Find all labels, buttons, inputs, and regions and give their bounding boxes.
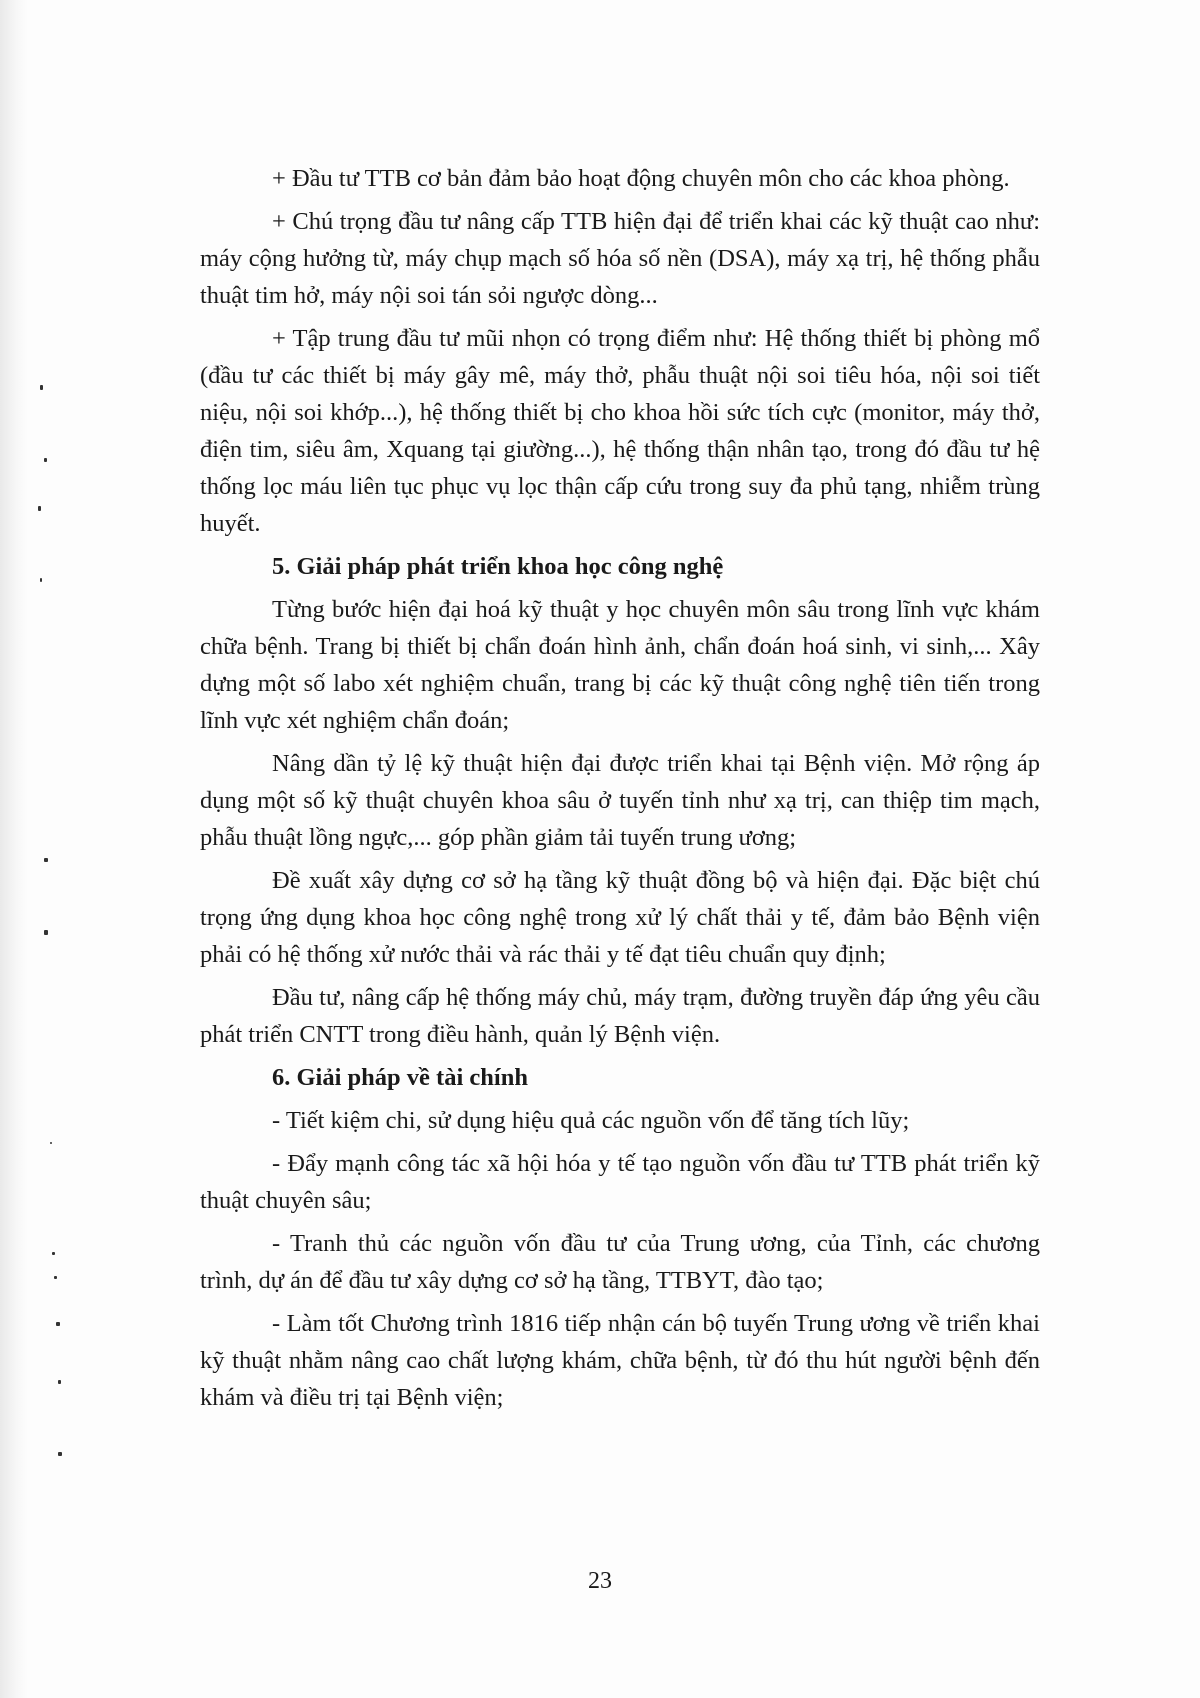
section-6-paragraph: - Làm tốt Chương trình 1816 tiếp nhận cán bộ tuyến Trung ương về triển khai kỹ thuật nhằm nâng cao chất lượng khám, chữa bệnh, từ đó thu hút người bệnh đến khám và điều trị tại Bệnh viện;: [200, 1310, 1040, 1411]
section-6-paragraph: - Tiết kiệm chi, sử dụng hiệu quả các nguồn vốn để tăng tích lũy;: [272, 1107, 910, 1134]
section-5-paragraph: Nâng dần tỷ lệ kỹ thuật hiện đại được triển khai tại Bệnh viện. Mở rộng áp dụng một số kỹ thuật chuyên khoa sâu ở tuyến tỉnh như xạ trị, can thiệp tim mạch, phẫu thuật lồng ngực,... góp phần giảm tải tuyến trung ương;: [200, 750, 1040, 851]
scan-speck: [44, 458, 47, 462]
section-5-heading: 5. Giải pháp phát triển khoa học công nghệ: [272, 553, 724, 580]
scan-speck: [54, 1276, 57, 1279]
section-5-paragraph: Đầu tư, nâng cấp hệ thống máy chủ, máy trạm, đường truyền đáp ứng yêu cầu phát triển CNTT trong điều hành, quản lý Bệnh viện.: [200, 984, 1040, 1048]
scan-speck: [44, 930, 48, 935]
section-6-paragraph: - Đẩy mạnh công tác xã hội hóa y tế tạo nguồn vốn đầu tư TTB phát triển kỹ thuật chuyên sâu;: [200, 1150, 1040, 1214]
scan-speck: [58, 1380, 61, 1384]
scan-speck: [40, 578, 42, 582]
scan-speck: [38, 506, 41, 511]
scan-speck: [50, 1142, 52, 1144]
paragraph-focused-investment: + Tập trung đầu tư mũi nhọn có trọng điểm như: Hệ thống thiết bị phòng mổ (đầu tư các thiết bị máy gây mê, máy thở, phẫu thuật nội soi tiêu hóa, nội soi tiết niệu, nội soi khớp...), hệ thống thiết bị cho khoa hồi sức tích cực (monitor, máy thở, điện tim, siêu âm, Xquang tại giường...), hệ thống thận nhân tạo, trong đó đầu tư hệ thống lọc máu liên tục phục vụ lọc thận cấp cứu trong suy đa phủ tạng, nhiễm trùng huyết.: [200, 325, 1040, 537]
scan-edge-shadow: [0, 0, 28, 1698]
section-5-paragraph: Đề xuất xây dựng cơ sở hạ tầng kỹ thuật đồng bộ và hiện đại. Đặc biệt chú trọng ứng dụng khoa học công nghệ trong xử lý chất thải y tế, đảm bảo Bệnh viện phải có hệ thống xử nước thải và rác thải y tế đạt tiêu chuẩn quy định;: [200, 867, 1040, 968]
paragraph-modern-equipment: + Chú trọng đầu tư nâng cấp TTB hiện đại để triển khai các kỹ thuật cao như: máy cộng hưởng từ, máy chụp mạch số hóa số nền (DSA), máy xạ trị, hệ thống phẫu thuật tim hở, máy nội soi tán sỏi ngược dòng...: [200, 208, 1040, 309]
section-6-paragraph: - Tranh thủ các nguồn vốn đầu tư của Trung ương, của Tỉnh, các chương trình, dự án để đầu tư xây dựng cơ sở hạ tầng, TTBYT, đào tạo;: [200, 1230, 1040, 1294]
scan-speck: [56, 1322, 60, 1326]
document-body: [200, 160, 1040, 1422]
scan-speck: [58, 1452, 62, 1456]
section-6-heading: 6. Giải pháp về tài chính: [272, 1064, 528, 1091]
scan-speck: [44, 858, 48, 862]
paragraph-basic-equipment: + Đầu tư TTB cơ bản đảm bảo hoạt động chuyên môn cho các khoa phòng.: [272, 165, 1010, 192]
scan-speck: [52, 1252, 55, 1255]
page-number: 23: [588, 1568, 612, 1594]
section-5-paragraph: Từng bước hiện đại hoá kỹ thuật y học chuyên môn sâu trong lĩnh vực khám chữa bệnh. Trang bị thiết bị chẩn đoán hình ảnh, chẩn đoán hoá sinh, vi sinh,... Xây dựng một số labo xét nghiệm chuẩn, trang bị các kỹ thuật công nghệ tiên tiến trong lĩnh vực xét nghiệm chẩn đoán;: [200, 596, 1040, 734]
scan-speck: [40, 385, 43, 390]
